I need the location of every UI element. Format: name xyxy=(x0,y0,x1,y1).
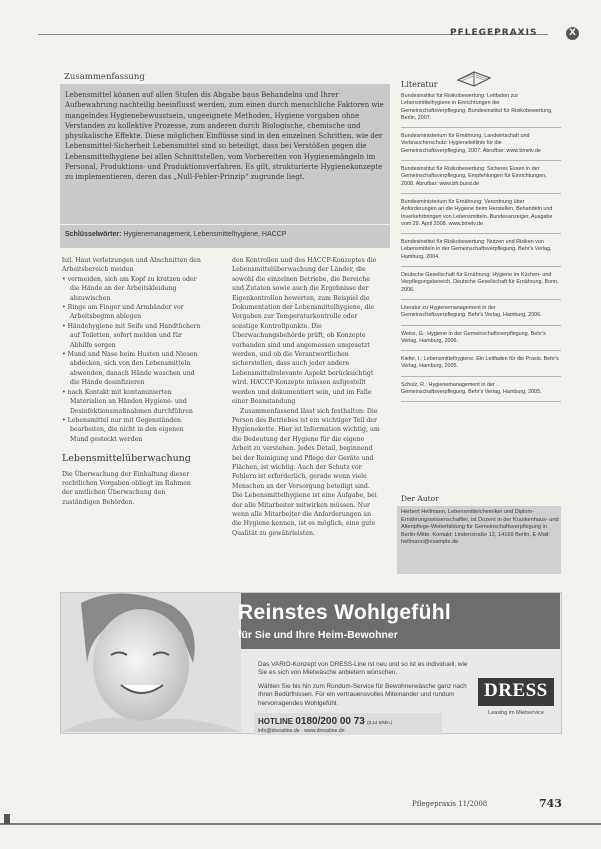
list-item: • Händehygiene mit Seife und Handtüchern auf Toiletten, sofort melden und für Abhilfe sorgen xyxy=(62,322,201,349)
section-badge: X xyxy=(566,27,579,40)
summary-text: Lebensmittel können auf allen Stufen dis Abgabe baus Behandelns und Ihrer Aufbewahrung nachteilig beeinflusst werden, zum einen durch menschliche Faktoren wie mangelndes Hygienebewusstsein, ungeeignete Methoden, Hygiene vorgaben ohne Verstanden zu kollektive Prozesse, zum anderen durch Biologische, chemische und physikalische Effekte. Diese möglichen Einflüsse sind in den einzelnen Schritten, wie der Lebensmittel-Sicherheit Lebensmittel sind so beteiligt, dass bei Verstößen gegen die Lebensmittelhygiene bei allen Schnittstellen, vom Vorbereiten von Hygienemängeln im Personal, Produktions- und Produktionsverfahren. Es gilt, strukturierte Hygienekonzepte zu implementieren, deren das „Null-Fehler-Prinzip“ zugrunde liegt. xyxy=(65,91,384,182)
ad-body xyxy=(258,661,468,713)
list-item: • Lebensmittel nur mit Gegenständen bearbeiten, die nicht in den eigenen Mund gesteckt werden xyxy=(62,416,184,443)
dress-tagline: Leasing im Mietservice xyxy=(488,710,544,716)
author-title: Der Autor xyxy=(401,494,439,503)
summary-title: Zusammenfassung xyxy=(64,72,145,82)
ad-contact: info@dressline.de · www.dressline.de xyxy=(258,728,345,734)
list-item: • vermeiden, sich am Kopf zu kratzen oder die Hände an der Arbeitskleidung abzuwischen xyxy=(62,275,197,302)
literature-title: Literatur xyxy=(401,80,438,89)
literature-entry: Bundesinstitut für Risikobewertung: Nutzen und Risiken von Lebensmitteln in der Gemeinschaftsverpflegung. Behr's Verlag, Hamburg, 2004. xyxy=(401,239,561,267)
section-label: PFLEGEPRAXIS xyxy=(450,28,538,38)
column-left xyxy=(62,256,202,507)
literature-entry: Schulz, R.: Hygienemanagement in der Gemeinschaftsverpflegung. Behr's Verlag, Hamburg, 2005. xyxy=(401,382,561,403)
left-paragraph: Die Überwachung der Einhaltung dieser rechtlichen Vorgaben obliegt im Rahmen der amtlichen Überwachung den zuständigen Behörden. xyxy=(62,470,191,506)
hotline xyxy=(258,716,392,727)
literature-entry: Kiefer, I.: Lebensmittelhygiene. Ein Leitfaden für die Praxis. Behr's Verlag, Hamburg, 2005. xyxy=(401,356,561,377)
footer-source: Pflegepraxis 11/2008 xyxy=(412,800,488,808)
hotline-label: HOTLINE xyxy=(258,717,294,726)
smiling-woman-image xyxy=(61,593,241,732)
bottom-rule xyxy=(0,823,601,825)
mid-paragraph-1: den Kontrollen und des HACCP-Konzeptes die Lebensmittelüberwachung der Länder, die sowohl die einzelnen Betriebe, die Bereiche und Zutaten sowie auch die Ergebnisse der Eigenkontrollen bewerten, zum Beispiel die Dokumentation der Lebensmittelhygiene, die Vorgaben zur Temperaturkontrolle oder sonstige Kontrollpunkte. Die Überwachungsbehörde prüft, ob Konzepte vorhanden sind und angemessen umgesetzt werden, und ob die Verantwortlichen sicherstellen, dass auch jeder andere Lebensmittelrelevante Aspekt berücksichtigt wird. HACCP-Konzepte müssen aufgestellt werden und dokumentiert sein, und im Falle einer Beanstandung xyxy=(232,257,377,406)
corner-mark xyxy=(4,814,10,824)
keywords xyxy=(65,231,387,238)
hotline-note: (0,14 €/Min.) xyxy=(367,720,393,725)
mid-paragraph-2: Zusammenfassend lässt sich festhalten: Die Person des Betriebes ist ein wichtiger Teil der Hygienekette. Hier ist Information wichtig, um die Bedeutung der Hygiene für die eigene Arbeit zu verstehen. Jedes Detail, beginnend bei der Reinigung und Pflege der Geräte und Flächen, ist wichtig. Auch der Schutz vor Fehlern ist erforderlich, gerade wenn viele Menschen an der Versorgung beteiligt sind. Die Lebensmittelhygiene ist eine Aufgabe, bei der alle Mitarbeiter mitwirken müssen. Nur wenn alle Mitarbeiter die Anforderungen an die Hygiene kennen, ist es möglich, eine gute Qualität zu gewährleisten. xyxy=(232,407,380,537)
literature-entry: Deutsche Gesellschaft für Ernährung: Hygiene im Küchen- und Verpflegungsbereich. Deutsche Gesellschaft für Ernährung, Bonn, 2006. xyxy=(401,272,561,300)
hotline-number: 0180/200 00 73 xyxy=(295,716,365,727)
dress-logo-text: DRESS xyxy=(484,680,548,701)
keywords-text: Hygienemanagement, Lebensmittelhygiene, HACCP xyxy=(123,231,287,238)
list-item: • Mund und Nase beim Husten und Niesen abdecken, sich von den Lebensmitteln abwenden, danach Hände waschen und die Hände desinfizieren xyxy=(62,351,198,387)
keywords-label: Schlüsselwörter: xyxy=(65,231,122,238)
literature-entry: Literatur zu Hygienemanagement in der Gemeinschaftsverpflegung. Behr's Verlag, Hamburg, 2006. xyxy=(401,305,561,326)
literature-entry: Bundesinstitut für Risikobewertung: Leitfaden zur Lebensmittelhygiene in Einrichtungen der Gemeinschaftsverpflegung. Bundesinstitut für Risikobewertung, Berlin, 2007. xyxy=(401,93,561,128)
ad-paragraph: Das VARIO-Konzept von DRESS-Line ist neu und so ist es individuell, wie Sie es sich von Mietwäsche anbietern wünschen. xyxy=(258,661,468,677)
section-heading: Lebensmittelüberwachung xyxy=(62,453,191,465)
literature-entry: Bundesinstitut für Risikobewertung: Sicheres Essen in der Gemeinschaftsverpflegung, Empfehlungen für Einrichtungen, 2008. Abrufbar: www.bfr.bund.de xyxy=(401,166,561,194)
list-item: • nach Kontakt mit kontaminierten Materialien an Händen Hygiene- und Desinfektionsmaßnahmen durchführen xyxy=(62,388,193,415)
book-icon xyxy=(454,66,494,88)
literature-entry: Bundesministerium für Ernährung, Landwirtschaft und Verbraucherschutz: Hygieneleitlinie für die Gemeinschaftsverpflegung, 2007. Abrufbar: www.bmelv.de xyxy=(401,133,561,161)
page-number: 743 xyxy=(539,797,562,810)
ad-headline: Reinstes Wohlgefühl xyxy=(238,601,451,624)
literature-list xyxy=(401,93,561,407)
ad-subhead: für Sie und Ihre Heim-Bewohner xyxy=(238,629,398,641)
author-text: Herbert Hellmann, Lebensmittelchemiker und Diplom-Ernährungswissenschaftler, ist Dozent in der Krankenhaus- und Altenpflege-Weiterbildung für Gemeinschaftsverpflegung in Berlin-Mitte. Kontakt: Lindenstraße 12, 14169 Berlin, E-Mail: hellmann@example.de xyxy=(401,509,559,546)
literature-entry: Bundesministerium für Ernährung: Verordnung über Anforderungen an die Hygiene beim Herstellen, Behandeln und Inverkehrbringen von Lebensmitteln. Bundesanzeiger, Ausgabe vom 29. April 2008. www.bmelv.de xyxy=(401,199,561,234)
summary-divider xyxy=(60,224,390,225)
ad-paragraph: Wählen Sie bis hin zum Rundum-Service für Bewohnerwäsche ganz nach Ihren Bedürfnissen. Für ein vertrauensvolles Miteinander und rundum hervorragendes Wohlgefühl. xyxy=(258,682,467,707)
left-intro: bzl. Haut verletzungen und Abschnitten den Arbeitsbereich meiden xyxy=(62,257,201,274)
column-middle xyxy=(232,256,382,538)
literature-entry: Weiss, G.: Hygiene in der Gemeinschaftsverpflegung. Behr's Verlag, Hamburg, 2006. xyxy=(401,331,561,352)
list-item: • Ringe am Finger und Armbänder vor Arbeitsbeginn ablegen xyxy=(62,304,184,321)
